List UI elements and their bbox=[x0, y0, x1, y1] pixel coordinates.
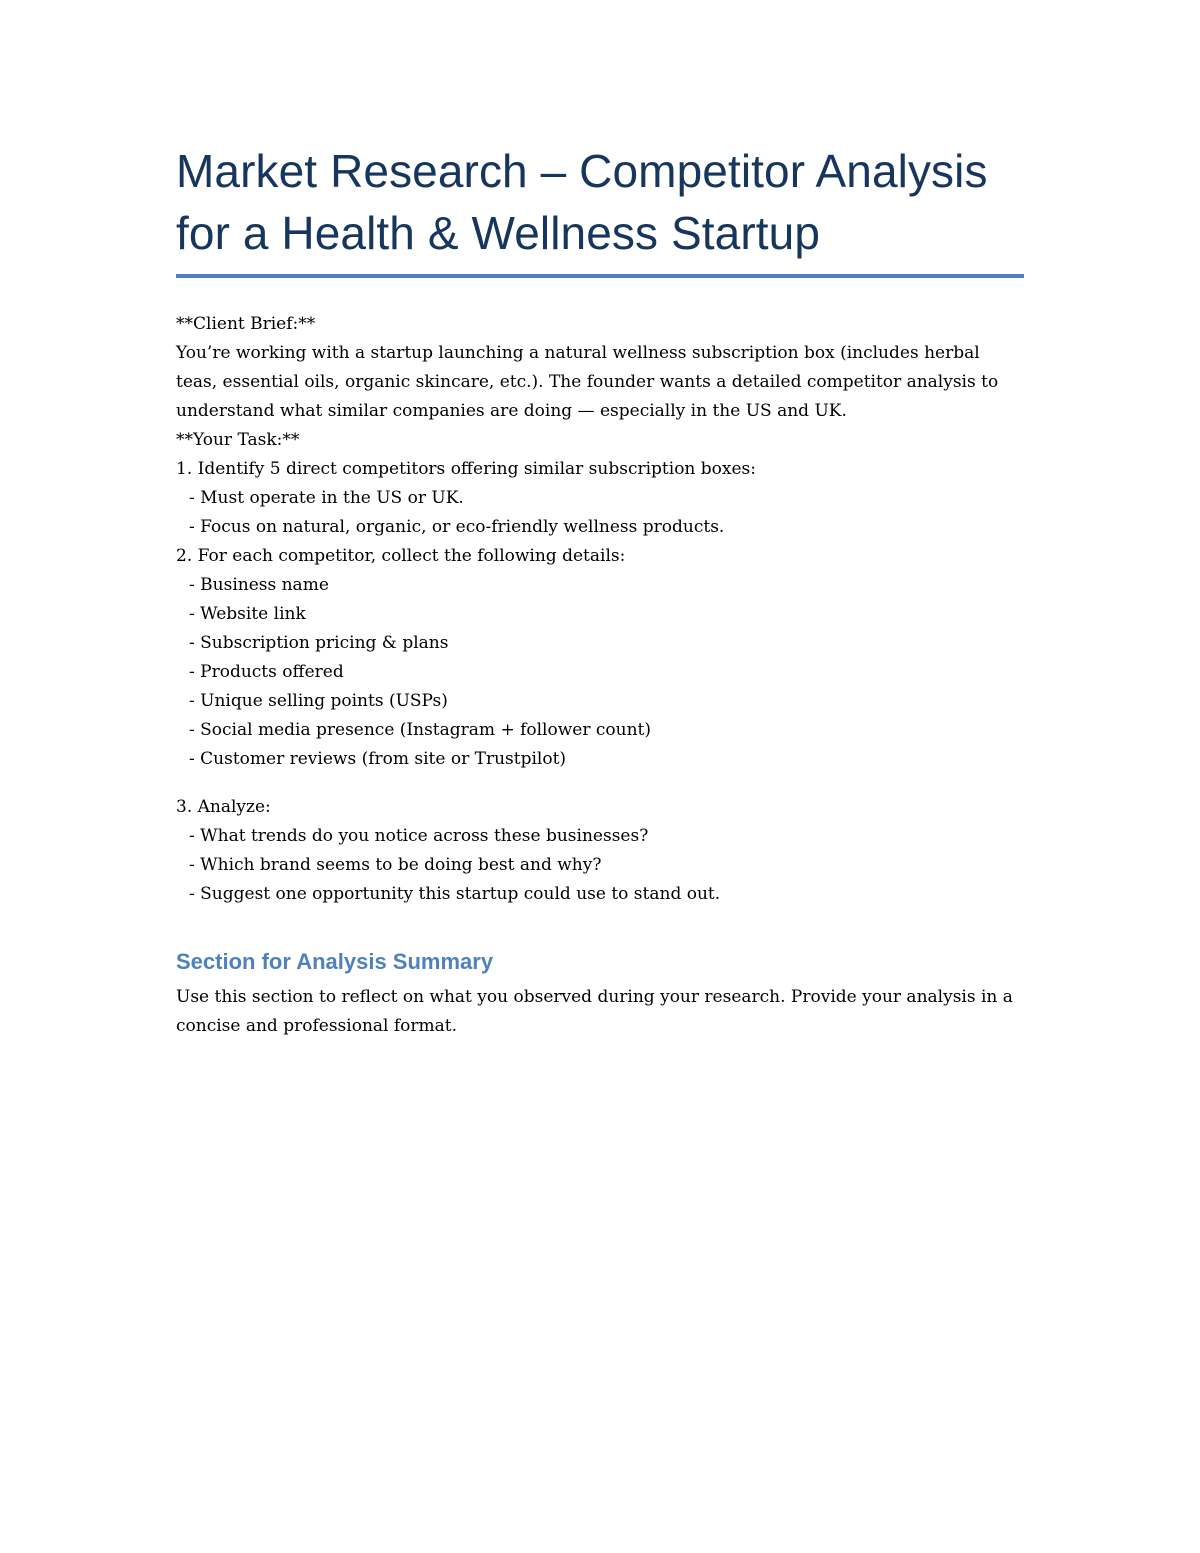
task-3-item: - Which brand seems to be doing best and why? bbox=[189, 855, 602, 875]
summary-heading: Section for Analysis Summary bbox=[176, 949, 494, 974]
task-2-item: - Subscription pricing & plans bbox=[189, 633, 449, 653]
task-2-item: - Website link bbox=[189, 604, 306, 624]
task-2-item: - Products offered bbox=[189, 662, 344, 682]
task-label: **Your Task:** bbox=[176, 430, 300, 450]
task-1-item: - Must operate in the US or UK. bbox=[189, 488, 464, 508]
document-body bbox=[176, 310, 1024, 909]
document-title: Market Research – Competitor Analysis for a Health & Wellness Startup bbox=[176, 145, 988, 259]
task-2-item: - Business name bbox=[189, 575, 329, 595]
client-brief-text: You’re working with a startup launching a natural wellness subscription box (includes herbal teas, essential oils, organic skincare, etc.). The founder wants a detailed competitor analysis to understand what similar companies are doing — especially in the US and UK. bbox=[176, 343, 999, 421]
task-1-heading: 1. Identify 5 direct competitors offering similar subscription boxes: bbox=[176, 459, 757, 479]
task-2-item: - Customer reviews (from site or Trustpilot) bbox=[189, 749, 567, 769]
task-3-item: - Suggest one opportunity this startup could use to stand out. bbox=[189, 884, 721, 904]
summary-text: Use this section to reflect on what you observed during your research. Provide your analysis in a concise and professional format. bbox=[176, 987, 1013, 1036]
task-2-heading: 2. For each competitor, collect the following details: bbox=[176, 546, 626, 566]
task-3-heading: 3. Analyze: bbox=[176, 797, 271, 817]
task-3-list bbox=[176, 822, 1024, 909]
task-2-item: - Unique selling points (USPs) bbox=[189, 691, 448, 711]
title-underline-rule bbox=[176, 274, 1024, 278]
document-page bbox=[176, 140, 1024, 1041]
task-2-item: - Social media presence (Instagram + follower count) bbox=[189, 720, 651, 740]
task-3-item: - What trends do you notice across these businesses? bbox=[189, 826, 649, 846]
client-brief-label: **Client Brief:** bbox=[176, 314, 316, 334]
task-1-item: - Focus on natural, organic, or eco-friendly wellness products. bbox=[189, 517, 725, 537]
task-2-list bbox=[176, 571, 1024, 774]
